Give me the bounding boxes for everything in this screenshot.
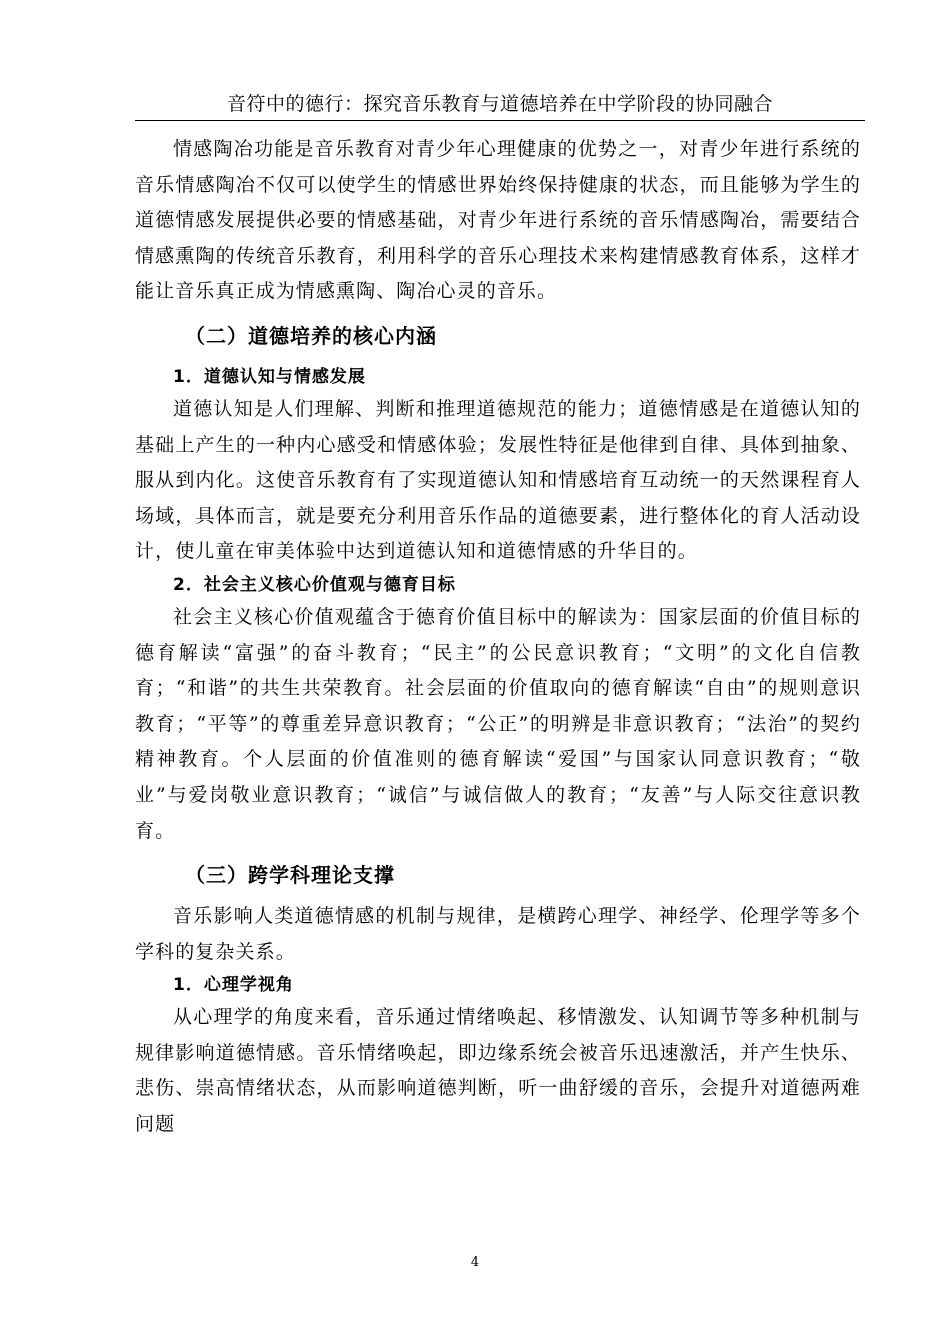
running-header: 音符中的德行：探究音乐教育与道德培养在中学阶段的协同融合 — [135, 92, 865, 121]
section-heading-interdisciplinary: （三）跨学科理论支撑 — [185, 863, 395, 888]
page-number: 4 — [470, 1255, 480, 1270]
paragraph-moral-cognition: 道德认知是人们理解、判断和推理道德规范的能力；道德情感是在道德认知的基础上产生的一种内心感受和情感体验；发展性特征是他律到自律、具体到抽象、服从到内化。这使音乐教育有了实现道德认知和情感培育互动统一的天然课程育人场域，具体而言，就是要充分利用音乐作品的道德要素，进行整体化的育人活动设计，使儿童在审美体验中达到道德认知和道德情感的升华目的。 — [135, 397, 861, 563]
page-body — [135, 132, 861, 1143]
paragraph-psychology: 从心理学的角度来看，音乐通过情绪唤起、移情激发、认知调节等多种机制与规律影响道德情感。音乐情绪唤起，即边缘系统会被音乐迅速激活，并产生快乐、悲伤、崇高情绪状态，从而影响道德判断，听一曲舒缓的音乐，会提升对道德两难问题 — [135, 1006, 861, 1136]
subheading-psychology: 1．心理学视角 — [173, 975, 294, 996]
paragraph-core-values: 社会主义核心价值观蕴含于德育价值目标中的解读为：国家层面的价值目标的德育解读“富强”的奋斗教育；“民主”的公民意识教育；“文明”的文化自信教育；“和谐”的共生共荣教育。社会层面的价值取向的德育解读“自由”的规则意识教育；“平等”的尊重差异意识教育；“公正”的明辨是非意识教育；“法治”的契约精神教育。个人层面的价值准则的德育解读“爱国”与国家认同意识教育；“敬业”与爱岗敬业意识教育；“诚信”与诚信做人的教育；“友善”与人际交往意识教育。 — [135, 605, 861, 842]
paragraph-interdisciplinary-intro: 音乐影响人类道德情感的机制与规律，是横跨心理学、神经学、伦理学等多个学科的复杂关系。 — [135, 905, 861, 963]
subheading-core-values: 2．社会主义核心价值观与德育目标 — [173, 574, 456, 595]
paragraph-emotional-cultivation: 情感陶冶功能是音乐教育对青少年心理健康的优势之一，对青少年进行系统的音乐情感陶冶不仅可以使学生的情感世界始终保持健康的状态，而且能够为学生的道德情感发展提供必要的情感基础，对青少年进行系统的音乐情感陶冶，需要结合情感熏陶的传统音乐教育，利用科学的音乐心理技术来构建情感教育体系，这样才能让音乐真正成为情感熏陶、陶冶心灵的音乐。 — [135, 138, 861, 303]
section-heading-moral-core: （二）道德培养的核心内涵 — [185, 323, 437, 348]
subheading-moral-cognition: 1．道德认知与情感发展 — [173, 366, 366, 387]
